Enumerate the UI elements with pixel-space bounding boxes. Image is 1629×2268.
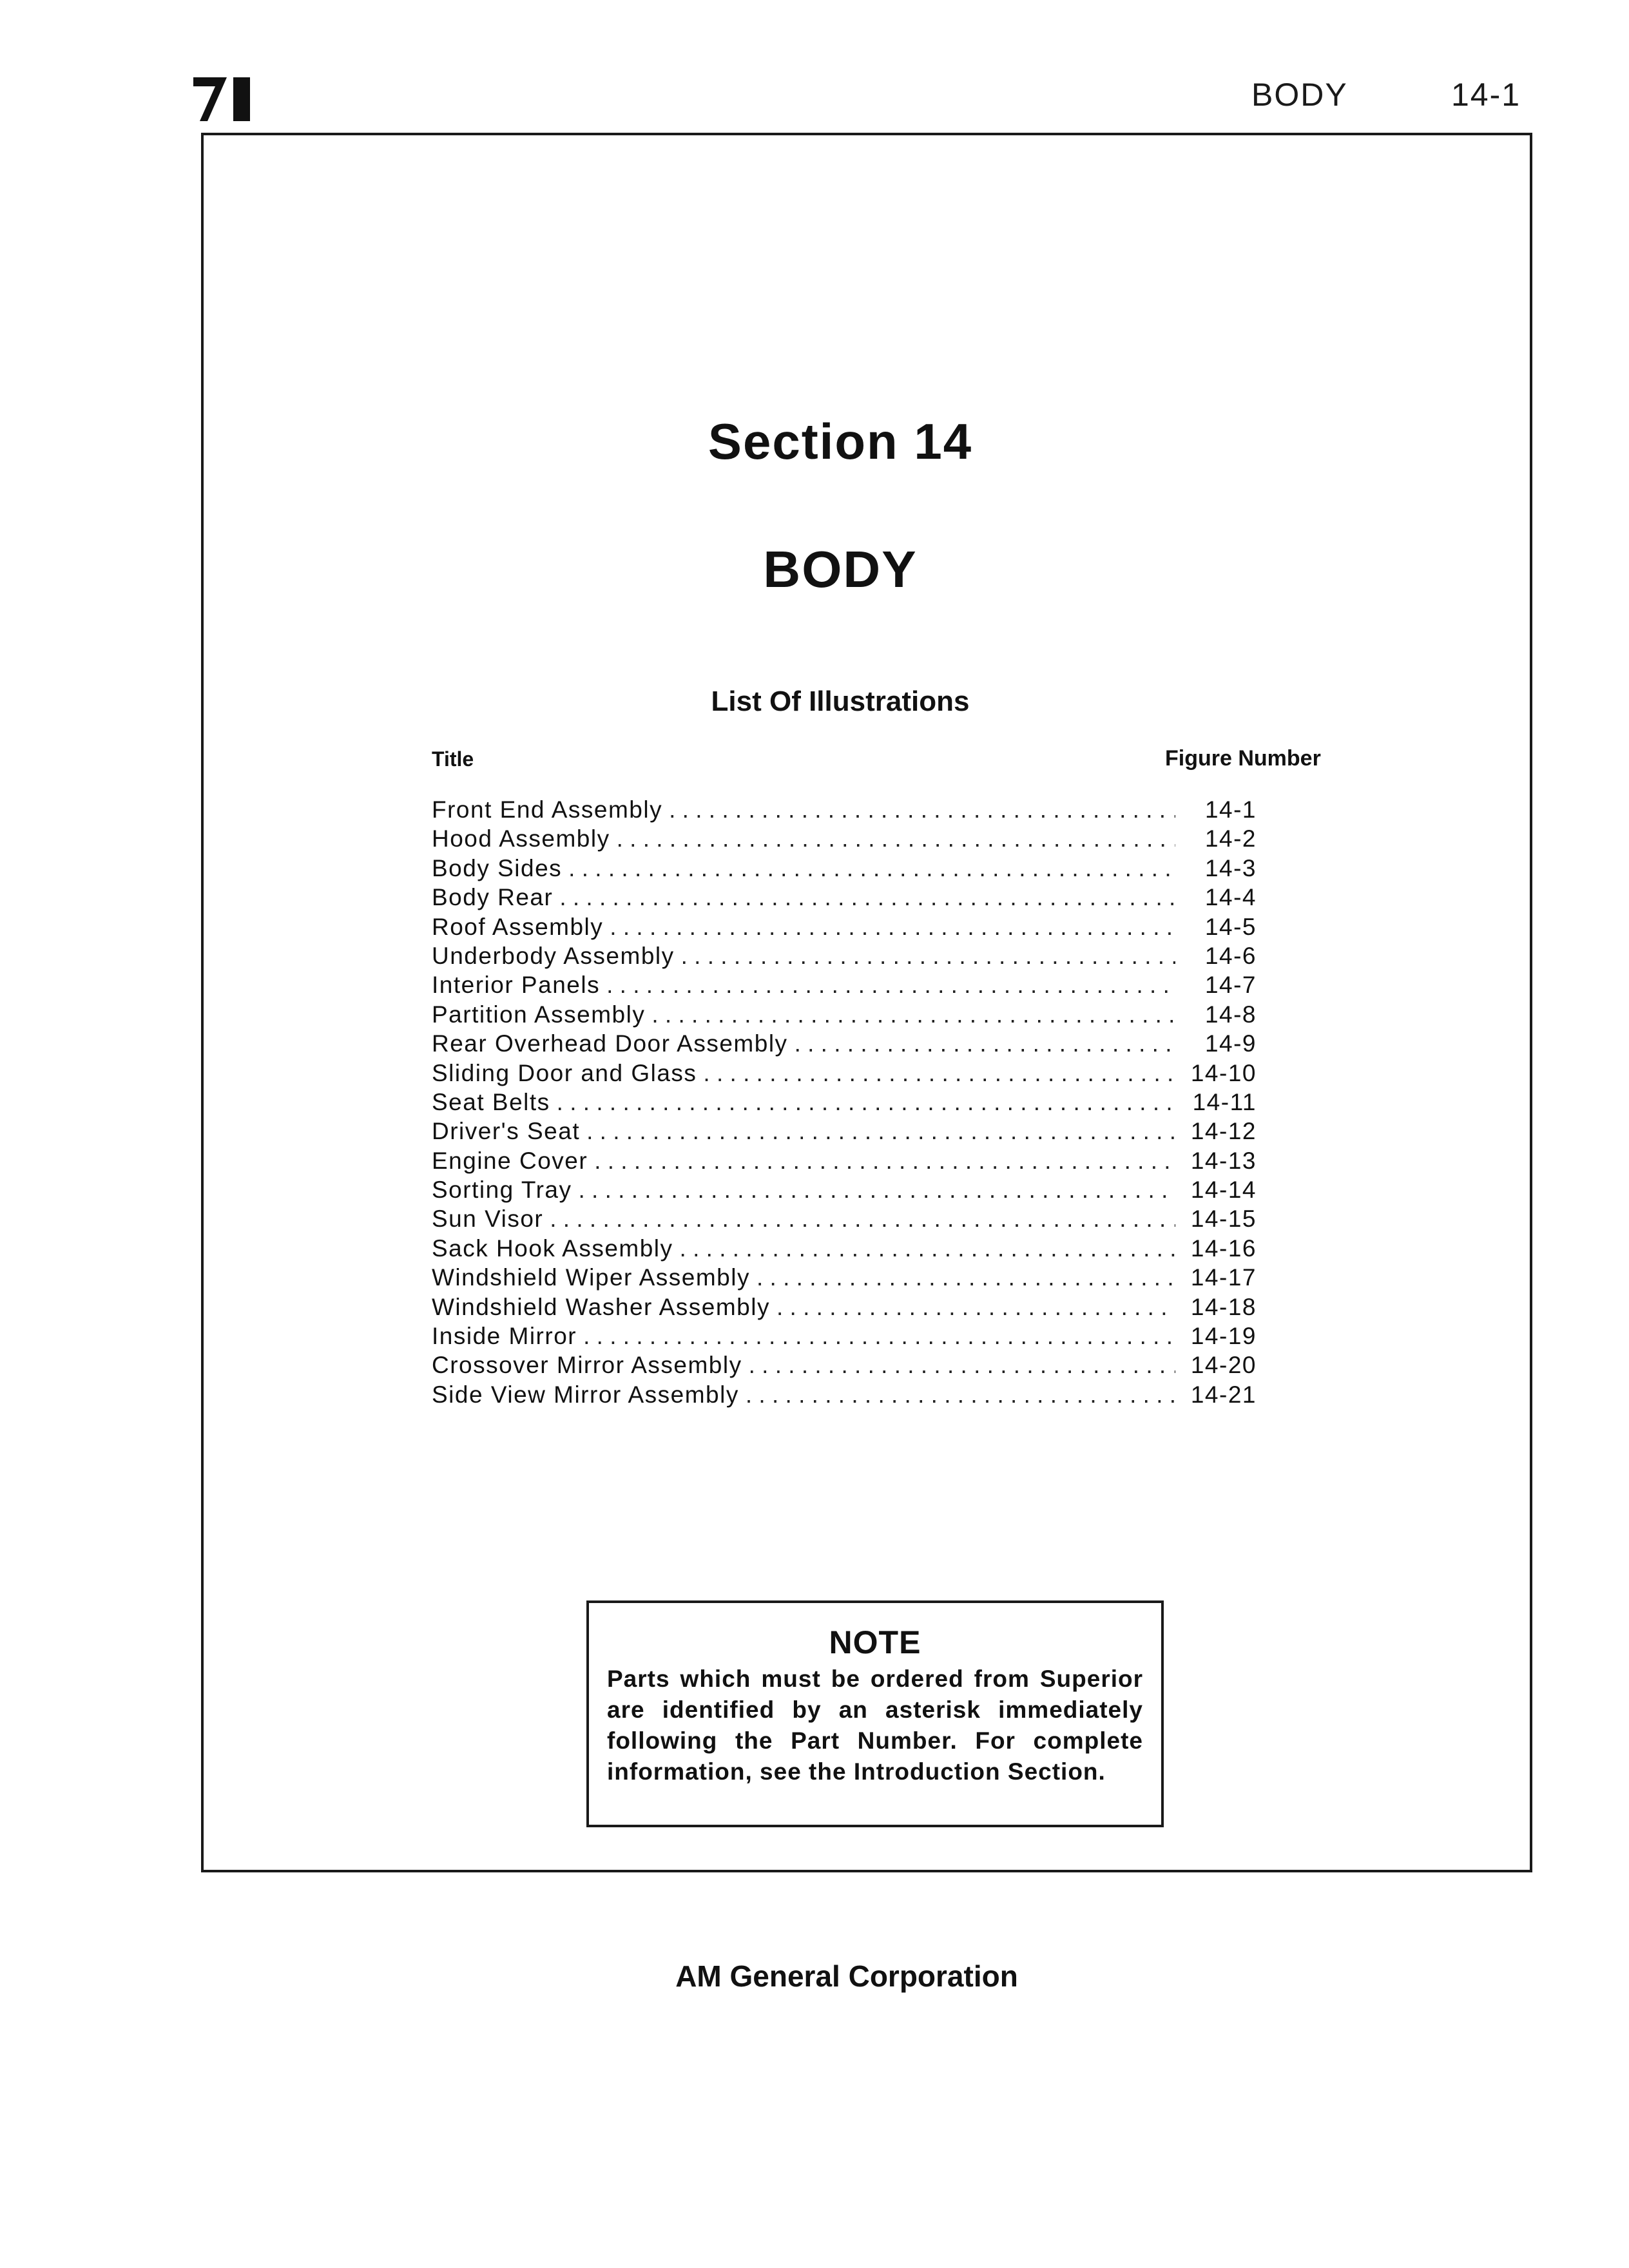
column-header-figure-number: Figure Number	[1165, 746, 1321, 771]
dot-leader	[651, 1001, 1175, 1028]
list-item: Sack Hook Assembly . . . 14-16	[432, 1235, 1257, 1264]
list-item: Underbody Assembly . . . 14-6	[432, 943, 1257, 972]
note-box	[586, 1600, 1164, 1827]
dot-leader	[776, 1294, 1175, 1321]
dot-leader	[757, 1264, 1175, 1291]
dot-leader	[749, 1352, 1175, 1379]
footer-company: AM General Corporation	[675, 1959, 1018, 1993]
note-title: NOTE	[829, 1624, 921, 1660]
list-item: Inside Mirror . . . 14-19	[432, 1323, 1257, 1352]
running-head-section: BODY	[1251, 77, 1348, 113]
dot-leader	[617, 825, 1175, 852]
list-item: Side View Mirror Assembly . . . 14-21	[432, 1381, 1257, 1410]
list-item: Windshield Wiper Assembly . . . 14-17	[432, 1264, 1257, 1293]
list-item: Sorting Tray . . . 14-14	[432, 1177, 1257, 1206]
dot-leader	[795, 1030, 1175, 1057]
list-item: Roof Assembly . . . 14-5	[432, 914, 1257, 943]
note-text: Parts which must be ordered from Superior are identified by an asterisk immediately following the Part Number. For complete information, see the Introduction Section.	[607, 1666, 1143, 1785]
dot-leader	[606, 972, 1175, 999]
list-item: Sun Visor . . . 14-15	[432, 1206, 1257, 1235]
dot-leader	[559, 884, 1175, 911]
list-item: Sliding Door and Glass . . . 14-10	[432, 1060, 1257, 1089]
list-item: Partition Assembly . . . 14-8	[432, 1001, 1257, 1030]
list-item: Windshield Washer Assembly . . . 14-18	[432, 1294, 1257, 1323]
column-header-title: Title	[432, 747, 474, 771]
list-item: Body Rear . . . 14-4	[432, 884, 1257, 913]
list-item: Seat Belts . . . 14-11	[432, 1089, 1257, 1118]
dot-leader	[583, 1323, 1175, 1350]
dot-leader	[557, 1089, 1175, 1116]
illustrations-list	[432, 796, 1257, 1410]
section-name-title: BODY	[763, 541, 918, 598]
dot-leader	[680, 1235, 1175, 1262]
page-number: 14-1	[1451, 77, 1521, 113]
dot-leader	[703, 1060, 1175, 1087]
list-item: Driver's Seat . . . 14-12	[432, 1118, 1257, 1147]
dot-leader	[746, 1381, 1175, 1408]
list-item: Front End Assembly . . . 14-1	[432, 796, 1257, 825]
list-item: Body Sides . . . 14-3	[432, 855, 1257, 884]
dot-leader	[594, 1148, 1175, 1175]
list-item: Rear Overhead Door Assembly . . . 14-9	[432, 1030, 1257, 1059]
dot-leader	[669, 796, 1175, 823]
dot-leader	[568, 855, 1175, 882]
publisher-logo-icon	[193, 77, 258, 121]
dot-leader	[578, 1177, 1175, 1204]
dot-leader	[550, 1206, 1175, 1233]
list-item: Crossover Mirror Assembly . . . 14-20	[432, 1352, 1257, 1381]
section-number-title: Section 14	[708, 413, 973, 470]
list-item: Interior Panels . . . 14-7	[432, 972, 1257, 1001]
dot-leader	[586, 1118, 1175, 1145]
list-item: Engine Cover . . . 14-13	[432, 1148, 1257, 1177]
dot-leader	[610, 914, 1175, 941]
dot-leader	[681, 943, 1175, 970]
list-item: Hood Assembly . . . 14-2	[432, 825, 1257, 854]
list-of-illustrations-heading: List Of Illustrations	[711, 686, 970, 717]
